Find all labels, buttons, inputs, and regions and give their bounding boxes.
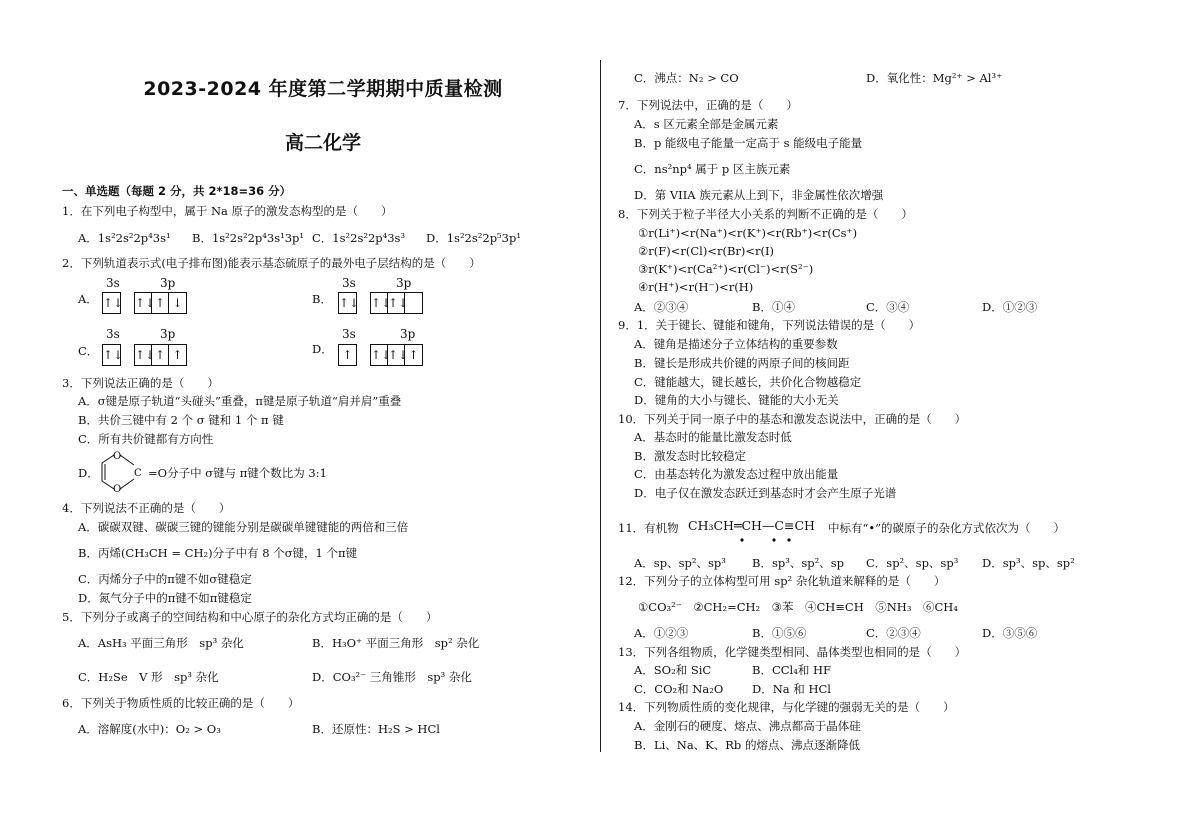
q8-item-1: ①r(Li⁺)<r(Na⁺)<r(K⁺)<r(Rb⁺)<r(Cs⁺) (638, 226, 858, 240)
q9-option-b: B．键长是形成共价键的两原子间的核间距 (634, 356, 850, 370)
q2a-3s-orbital (102, 292, 124, 314)
q2-option-c-letter: C． (78, 344, 99, 358)
q2d-3p-orbitals (370, 344, 423, 366)
q3-option-d-text: =O分子中 σ键与 π键个数比为 3:1 (148, 466, 327, 480)
q7-option-c: C．ns²np⁴ 属于 p 区主族元素 (634, 162, 791, 176)
q3-option-a: A．σ键是原子轨道“头碰头”重叠，π键是原子轨道“肩并肩”重叠 (78, 394, 402, 408)
q8-item-4: ④r(H⁺)<r(H⁻)<r(H) (638, 280, 754, 294)
q12-option-a: A．①②③ (634, 626, 689, 640)
q2-option-d-letter: D． (312, 342, 333, 356)
q12-option-b: B．①⑤⑥ (752, 626, 807, 640)
orbital-cell: ↑↓ (371, 345, 388, 365)
q6-option-a: A．溶解度(水中)：O₂ > O₃ (78, 722, 221, 736)
orbital-cell: ↑↓ (339, 296, 360, 310)
q8-item-2: ②r(F)<r(Cl)<r(Br)<r(I) (638, 244, 775, 258)
q4-option-a: A．碳碳双键、碳碳三键的键能分别是碳碳单键键能的两倍和三倍 (78, 520, 409, 534)
q13-option-d: D．Na 和 HCl (752, 682, 831, 696)
ring-carbon: C (134, 468, 142, 479)
q2a-3s-label: 3s (106, 276, 120, 290)
q3-stem: 3．下列说法正确的是（ ） (62, 376, 219, 390)
q9-stem: 9．1．关于键长、键能和键角，下列说法错误的是（ ） (618, 318, 921, 332)
orbital-cell: ↑↓ (388, 345, 405, 365)
q14-option-b: B．Li、Na、K、Rb 的熔点、沸点逐渐降低 (634, 738, 860, 752)
orbital-cell: ↑↓ (371, 293, 388, 313)
q1-option-d: D．1s²2s²2p⁵3p¹ (426, 231, 521, 245)
q2c-3p-orbitals (134, 344, 187, 366)
q6-option-b: B．还原性：H₂S > HCl (312, 722, 440, 736)
orbital-cell: ↑ (152, 345, 169, 365)
q5-stem: 5．下列分子或离子的空间结构和中心原子的杂化方式均正确的是（ ） (62, 610, 438, 624)
q5-option-a: A．AsH₃ 平面三角形 sp³ 杂化 (78, 636, 244, 650)
q11-suffix: 中标有“•”的碳原子的杂化方式依次为（ ） (828, 521, 1066, 535)
q7-option-a: A．s 区元素全部是金属元素 (634, 117, 779, 131)
q2b-3p-orbitals (370, 292, 423, 314)
q6-stem: 6．下列关于物质性质的比较正确的是（ ） (62, 696, 300, 710)
q8-option-c: C．③④ (866, 300, 910, 314)
q10-stem: 10．下列关于同一原子中的基态和激发态说法中，正确的是（ ） (618, 412, 967, 426)
orbital-cell: ↑ (408, 348, 419, 362)
q11-option-c: C．sp²、sp、sp³ (866, 556, 959, 570)
q11-prefix: 11．有机物 (618, 521, 679, 535)
q2d-3p-label: 3p (400, 327, 416, 341)
orbital-cell: ↑ (152, 293, 169, 313)
q1-option-b: B．1s²2s²2p⁴3s¹3p¹ (192, 231, 305, 245)
section-heading: 一、单选题（每题 2 分，共 2*18=36 分） (62, 184, 292, 198)
q2c-3s-orbital (102, 344, 124, 366)
q12-stem: 12．下列分子的立体构型可用 sp² 杂化轨道来解释的是（ ） (618, 574, 946, 588)
cyclic-carbonate-structure (96, 451, 152, 493)
orbital-cell: ↑↓ (103, 296, 124, 310)
q3-option-b: B．共价三键中有 2 个 σ 键和 1 个 π 键 (78, 413, 284, 427)
q12-items: ①CO₃²⁻ ②CH₂=CH₂ ③苯 ④CH≡CH ⑤NH₃ ⑥CH₄ (638, 600, 958, 614)
ring-oxygen-bottom: O (113, 484, 122, 493)
q12-option-d: D．③⑤⑥ (982, 626, 1038, 640)
subject-title: 高二化学 (284, 132, 361, 154)
q6-option-d: D．氧化性：Mg²⁺ > Al³⁺ (866, 71, 1003, 85)
q11-carbon-dot-marks (688, 536, 818, 544)
q14-stem: 14．下列物质性质的变化规律，与化学键的强弱无关的是（ ） (618, 700, 955, 714)
q13-stem: 13．下列各组物质，化学键类型相同、晶体类型也相同的是（ ） (618, 645, 967, 659)
q8-stem: 8．下列关于粒子半径大小关系的判断不正确的是（ ） (618, 207, 913, 221)
q11-option-b: B．sp³、sp²、sp (752, 556, 844, 570)
q11-option-a: A．sp、sp²、sp³ (634, 556, 726, 570)
q12-option-c: C．②③④ (866, 626, 921, 640)
marked-carbon-dot-1 (740, 538, 743, 541)
q5-option-b: B．H₃O⁺ 平面三角形 sp² 杂化 (312, 636, 480, 650)
q8-option-d: D．①②③ (982, 300, 1038, 314)
q2-option-a-letter: A． (78, 292, 98, 306)
q2-option-b-letter: B． (312, 292, 332, 306)
q10-option-c: C．由基态转化为激发态过程中放出能量 (634, 467, 839, 481)
q4-option-d: D．氮气分子中的π键不如π键稳定 (78, 591, 252, 605)
q2d-3s-orbital (338, 344, 357, 366)
q1-option-a: A．1s²2s²2p⁴3s¹ (78, 231, 171, 245)
orbital-cell: ↑ (342, 348, 353, 362)
q3-option-c: C．所有共价键都有方向性 (78, 432, 214, 446)
q7-option-b: B．p 能级电子能量一定高于 s 能级电子能量 (634, 136, 863, 150)
q8-item-3: ③r(K⁺)<r(Ca²⁺)<r(Cl⁻)<r(S²⁻) (638, 262, 814, 276)
ring-oxygen-top: O (113, 451, 122, 462)
q13-option-b: B．CCl₄和 HF (752, 663, 832, 677)
orbital-cell: ↑↓ (103, 348, 124, 362)
q2b-3s-orbital (338, 292, 360, 314)
orbital-cell: ↑↓ (388, 293, 405, 313)
q2c-3p-label: 3p (160, 327, 176, 341)
q5-option-c: C．H₂Se V 形 sp³ 杂化 (78, 670, 219, 684)
q2-stem: 2．下列轨道表示式(电子排布图)能表示基态硫原子的最外电子层结构的是（ ） (62, 256, 481, 270)
q7-stem: 7．下列说法中，正确的是（ ） (618, 98, 798, 112)
q10-option-d: D．电子仅在激发态跃迁到基态时才会产生原子光谱 (634, 486, 897, 500)
q8-option-a: A．②③④ (634, 300, 689, 314)
q1-option-c: C．1s²2s²2p⁴3s³ (312, 231, 406, 245)
column-divider (600, 60, 601, 752)
q9-option-d: D．键角的大小与键长、键能的大小无关 (634, 393, 839, 407)
q2b-3s-label: 3s (342, 276, 356, 290)
marked-carbon-dot-2 (772, 538, 775, 541)
q9-option-c: C．键能越大，键长越长，共价化合物越稳定 (634, 375, 862, 389)
q6-option-c: C．沸点：N₂ > CO (634, 71, 739, 85)
q2d-3s-label: 3s (342, 327, 356, 341)
q4-stem: 4．下列说法不正确的是（ ） (62, 501, 231, 515)
q4-option-b: B．丙烯(CH₃CH = CH₂)分子中有 8 个σ键，1 个π键 (78, 546, 358, 560)
q11-formula: CH₃CH═CH—C≡CH (688, 518, 815, 533)
page-title: 2023-2024 年度第二学期期中质量检测 (143, 78, 503, 100)
q2b-3p-label: 3p (396, 276, 412, 290)
q11-option-d: D．sp³、sp、sp² (982, 556, 1075, 570)
orbital-cell: ↓ (172, 296, 183, 310)
orbital-cell: ↑ (172, 348, 183, 362)
q1-stem: 1．在下列电子构型中，属于 Na 原子的激发态构型的是（ ） (62, 204, 393, 218)
orbital-cell: ↑↓ (135, 345, 152, 365)
marked-carbon-dot-3 (787, 538, 790, 541)
q9-option-a: A．键角是描述分子立体结构的重要参数 (634, 337, 838, 351)
q7-option-d: D．第 VIIA 族元素从上到下，非金属性依次增强 (634, 188, 884, 202)
q2a-3p-orbitals (134, 292, 187, 314)
q8-option-b: B．①④ (752, 300, 795, 314)
q5-option-d: D．CO₃²⁻ 三角锥形 sp³ 杂化 (312, 670, 472, 684)
q2c-3s-label: 3s (106, 327, 120, 341)
q4-option-c: C．丙烯分子中的π键不如σ键稳定 (78, 572, 252, 586)
orbital-cell: ↑↓ (135, 293, 152, 313)
q13-option-c: C．CO₂和 Na₂O (634, 682, 724, 696)
orbital-cell (405, 293, 422, 313)
q10-option-b: B．激发态时比较稳定 (634, 449, 746, 463)
q2a-3p-label: 3p (160, 276, 176, 290)
q13-option-a: A．SO₂和 SiC (634, 663, 712, 677)
q10-option-a: A．基态时的能量比激发态时低 (634, 430, 792, 444)
q14-option-a: A．金刚石的硬度、熔点、沸点都高于晶体硅 (634, 719, 861, 733)
q3-option-d: D． (78, 466, 99, 480)
